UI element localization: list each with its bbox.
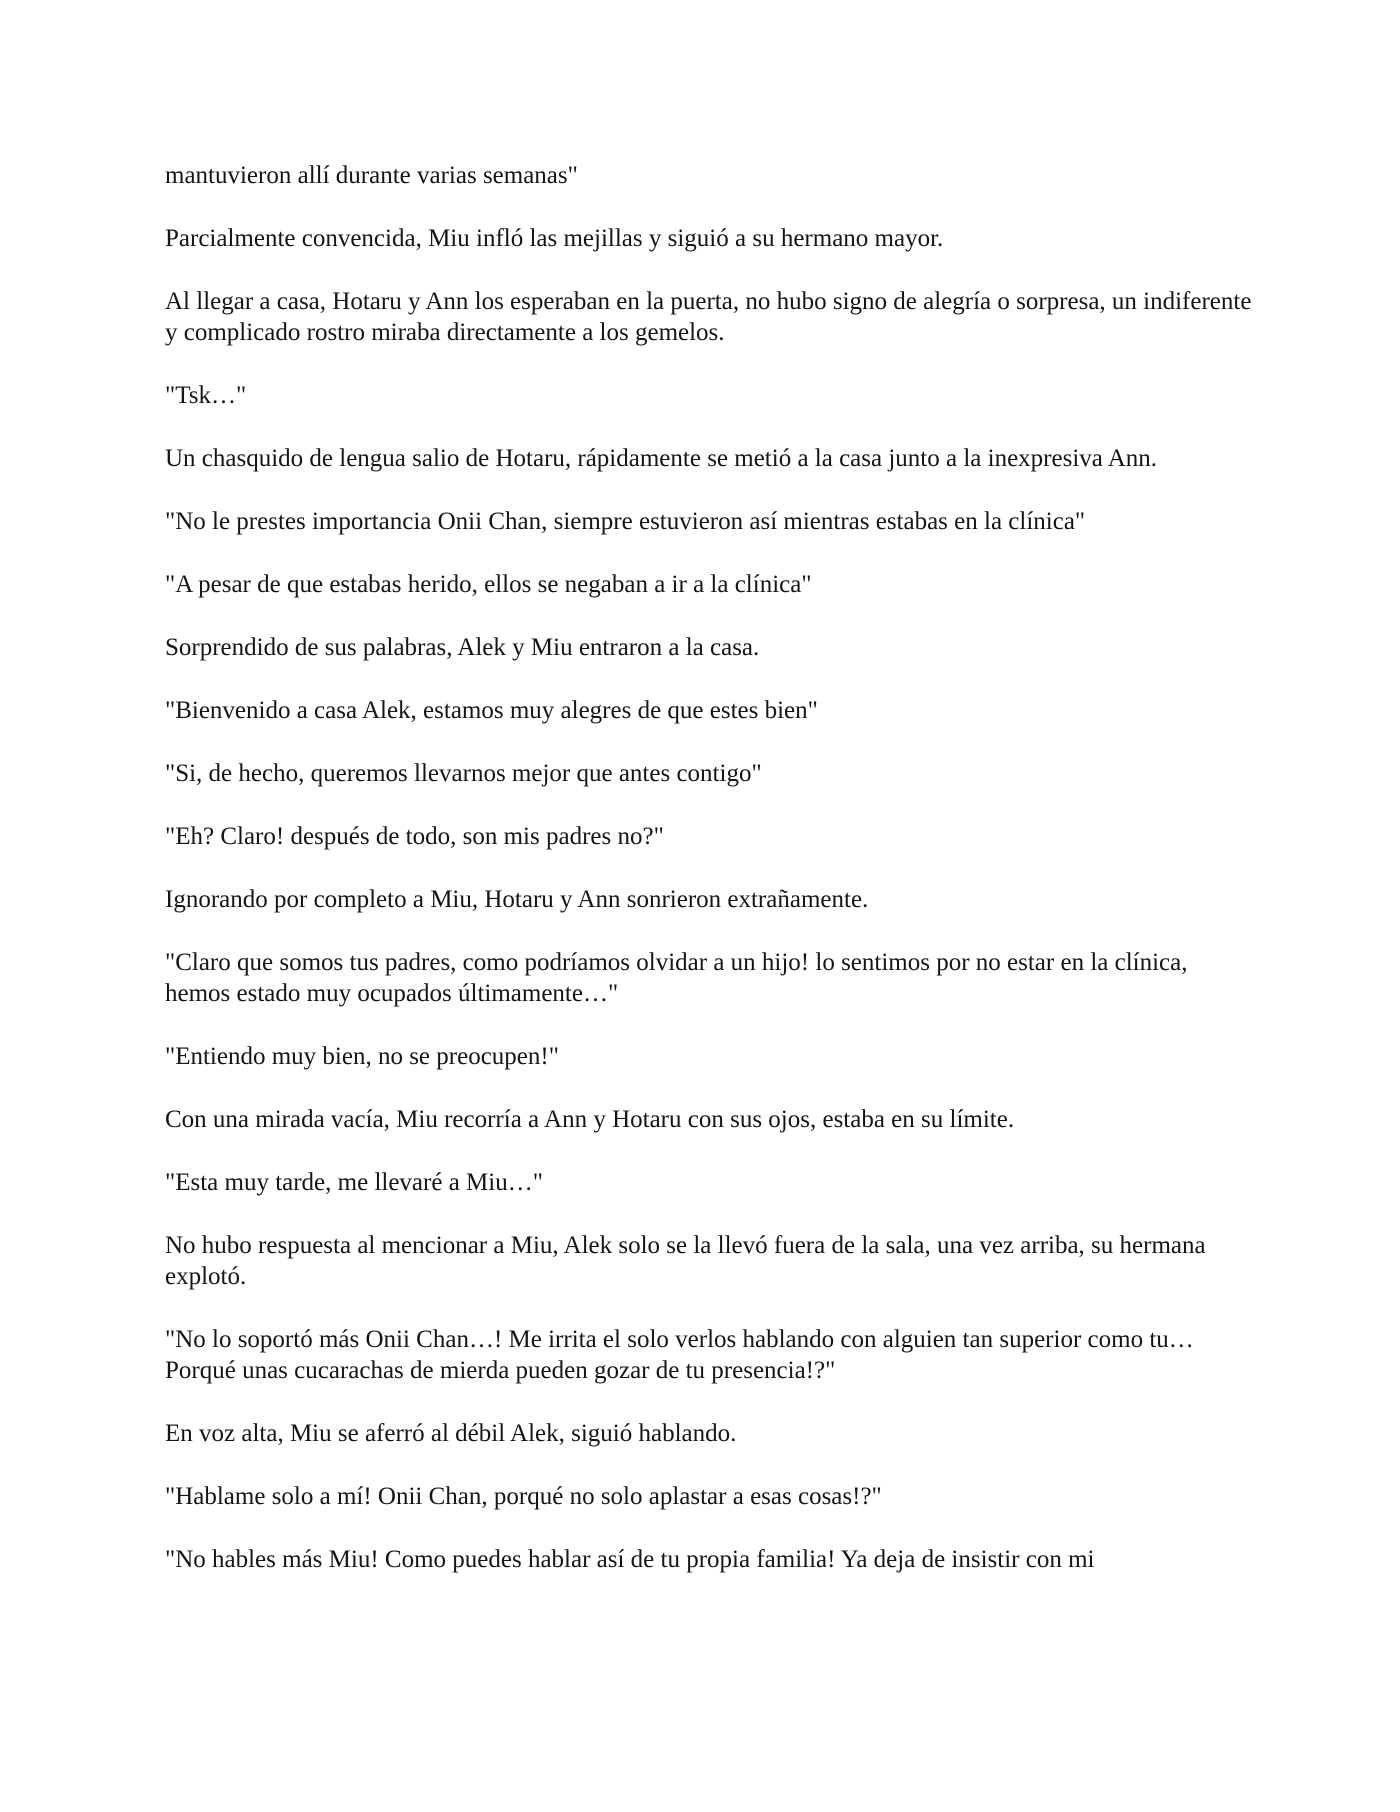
paragraph-1: mantuvieron allí durante varias semanas" xyxy=(165,162,578,189)
paragraph-18: "No lo soportó más Onii Chan…! Me irrita el solo verlos hablando con alguien tan superior como tu… Porqué unas cucarachas de mierda pueden gozar de tu presencia!?" xyxy=(165,1326,1194,1384)
paragraph-21: "No hables más Miu! Como puedes hablar así de tu propia familia! Ya deja de insistir con mi xyxy=(165,1546,1095,1573)
paragraph-20: "Hablame solo a mí! Onii Chan, porqué no solo aplastar a esas cosas!?" xyxy=(165,1483,882,1510)
paragraph-10: "Si, de hecho, queremos llevarnos mejor que antes contigo" xyxy=(165,760,762,787)
paragraph-11: "Eh? Claro! después de todo, son mis padres no?" xyxy=(165,823,664,850)
paragraph-19: En voz alta, Miu se aferró al débil Alek, siguió hablando. xyxy=(165,1420,737,1447)
paragraph-5: Un chasquido de lengua salio de Hotaru, rápidamente se metió a la casa junto a la inexpresiva Ann. xyxy=(165,445,1158,472)
paragraph-3: Al llegar a casa, Hotaru y Ann los esperaban en la puerta, no hubo signo de alegría o sorpresa, un indiferente y complicado rostro miraba directamente a los gemelos. xyxy=(165,288,1252,346)
paragraph-8: Sorprendido de sus palabras, Alek y Miu entraron a la casa. xyxy=(165,634,760,661)
paragraph-2: Parcialmente convencida, Miu infló las mejillas y siguió a su hermano mayor. xyxy=(165,225,944,252)
paragraph-13: "Claro que somos tus padres, como podríamos olvidar a un hijo! lo sentimos por no estar en la clínica, hemos estado muy ocupados últimamente…" xyxy=(165,949,1188,1007)
paragraph-6: "No le prestes importancia Onii Chan, siempre estuvieron así mientras estabas en la clínica" xyxy=(165,508,1086,535)
paragraph-4: "Tsk…" xyxy=(165,382,247,409)
document-body xyxy=(165,160,1255,1575)
paragraph-17: No hubo respuesta al mencionar a Miu, Alek solo se la llevó fuera de la sala, una vez arriba, su hermana explotó. xyxy=(165,1232,1206,1290)
paragraph-14: "Entiendo muy bien, no se preocupen!" xyxy=(165,1043,559,1070)
paragraph-12: Ignorando por completo a Miu, Hotaru y Ann sonrieron extrañamente. xyxy=(165,886,869,913)
paragraph-16: "Esta muy tarde, me llevaré a Miu…" xyxy=(165,1169,543,1196)
paragraph-7: "A pesar de que estabas herido, ellos se negaban a ir a la clínica" xyxy=(165,571,812,598)
paragraph-9: "Bienvenido a casa Alek, estamos muy alegres de que estes bien" xyxy=(165,697,818,724)
paragraph-15: Con una mirada vacía, Miu recorría a Ann y Hotaru con sus ojos, estaba en su límite. xyxy=(165,1106,1015,1133)
